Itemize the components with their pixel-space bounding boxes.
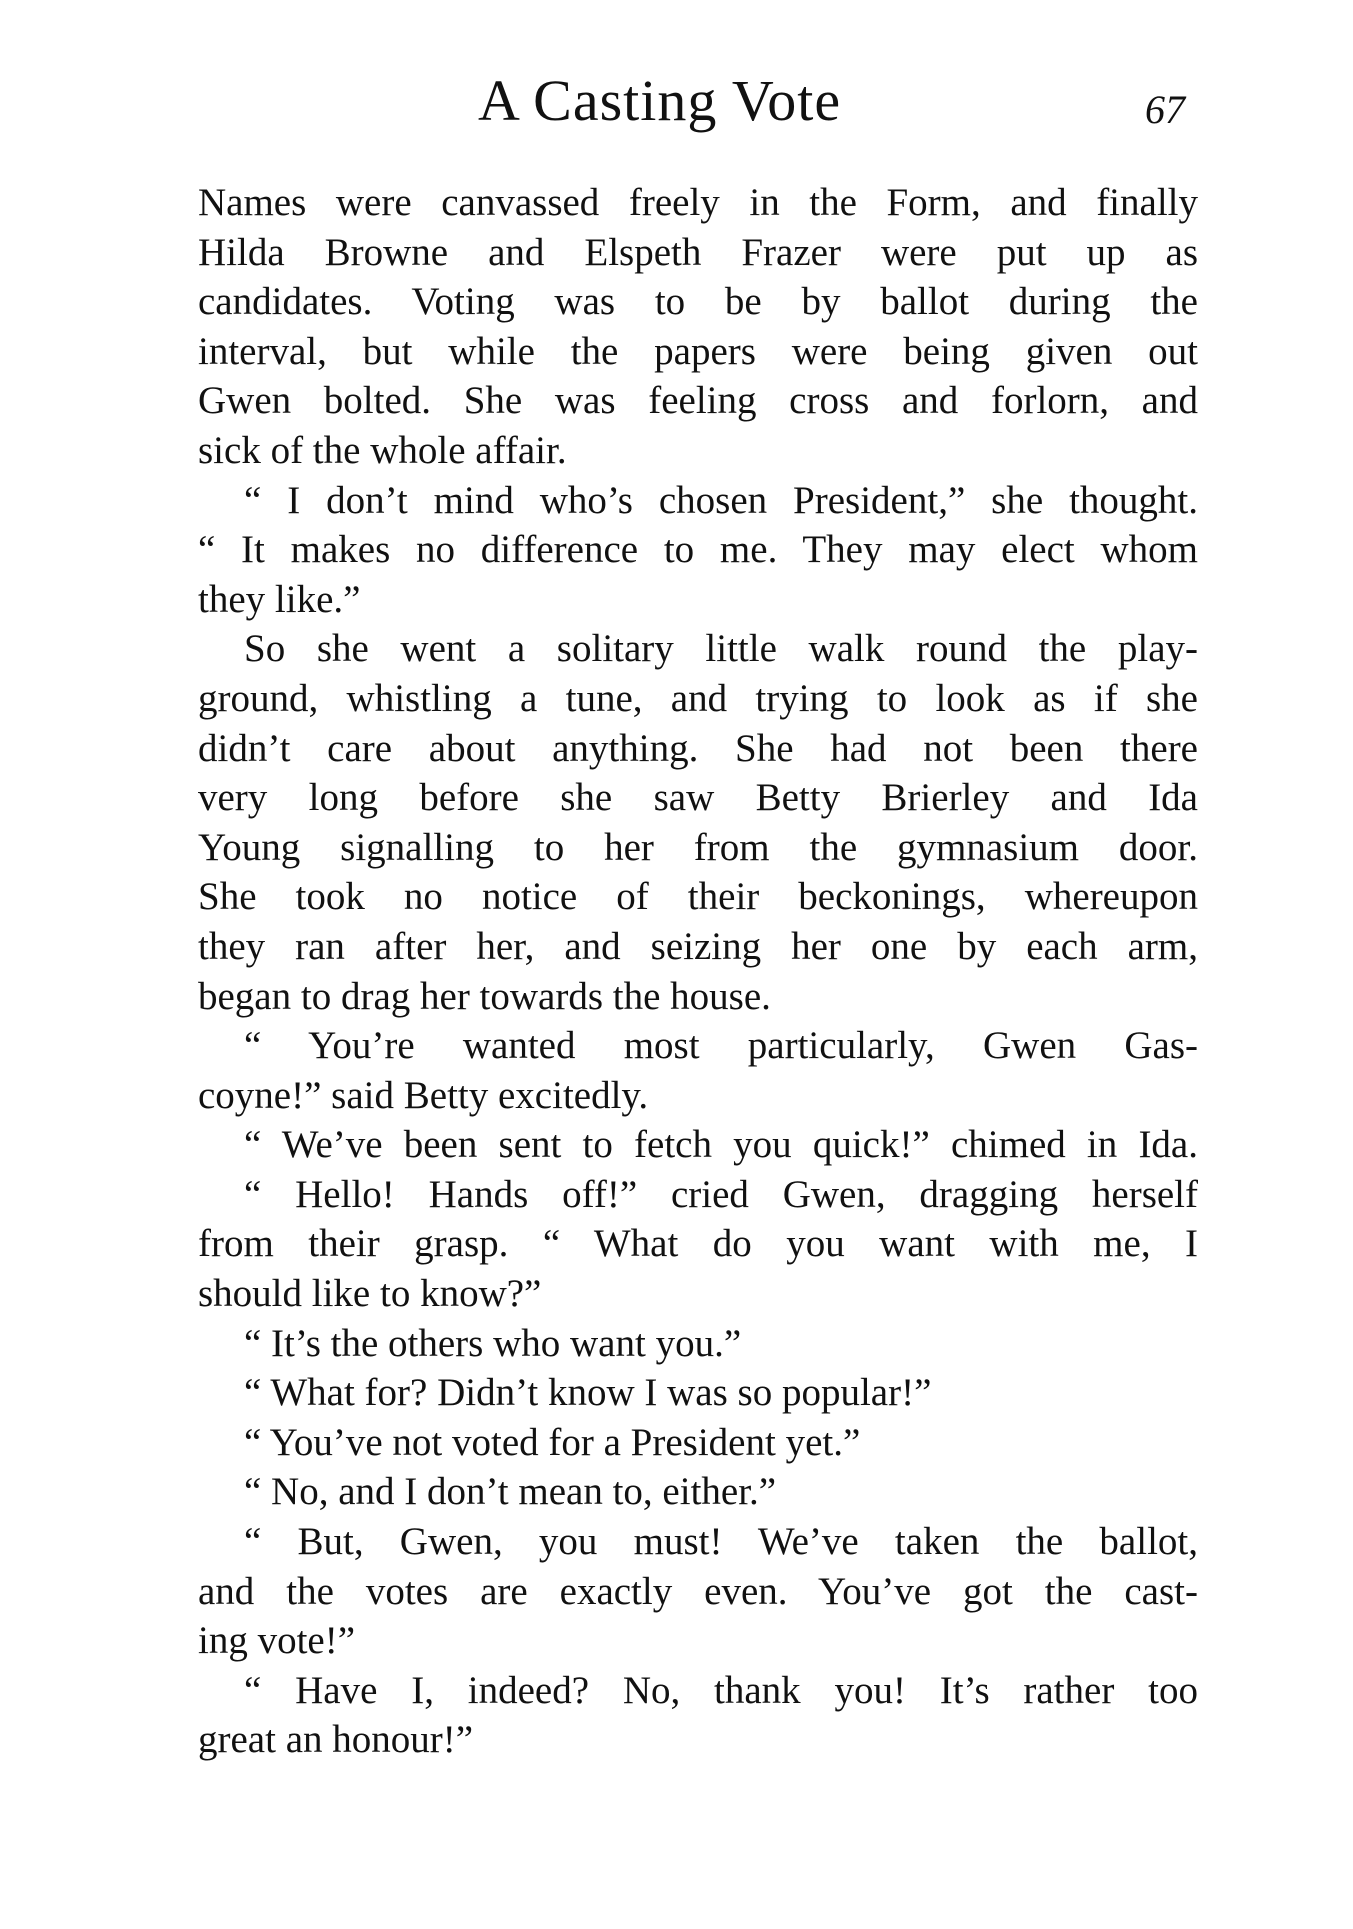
running-title: A Casting Vote — [478, 68, 842, 133]
text-line: “ You’re wanted most particularly, Gwen Gas- — [244, 1024, 1198, 1068]
text-line: didn’t care about anything. She had not been there — [198, 726, 1198, 770]
text-line: “ I don’t mind who’s chosen President,” she thought. — [244, 478, 1198, 522]
text-line: “ Hello! Hands off!” cried Gwen, dragging herself — [244, 1172, 1198, 1216]
text-line: “ No, and I don’t mean to, either.” — [244, 1470, 777, 1514]
body-text — [198, 178, 1198, 1765]
text-line: coyne!” said Betty excitedly. — [198, 1073, 649, 1117]
text-line: very long before she saw Betty Brierley and Ida — [198, 776, 1198, 820]
text-line: they ran after her, and seizing her one by each arm, — [198, 924, 1198, 968]
page-number: 67 — [1145, 87, 1185, 132]
text-line: and the votes are exactly even. You’ve got the cast- — [198, 1569, 1198, 1613]
text-line: “ You’ve not voted for a President yet.” — [244, 1420, 861, 1464]
text-line: “ We’ve been sent to fetch you quick!” chimed in Ida. — [244, 1123, 1198, 1167]
text-line: interval, but while the papers were being given out — [198, 329, 1198, 373]
text-line: ground, whistling a tune, and trying to look as if she — [198, 676, 1198, 720]
text-line: great an honour!” — [198, 1718, 474, 1762]
text-line: Young signalling to her from the gymnasium door. — [198, 825, 1198, 869]
text-line: from their grasp. “ What do you want with me, I — [198, 1222, 1198, 1266]
text-line: Gwen bolted. She was feeling cross and forlorn, and — [198, 379, 1198, 423]
text-line: “ It’s the others who want you.” — [244, 1321, 742, 1365]
text-line: they like.” — [198, 577, 361, 621]
text-line: should like to know?” — [198, 1272, 542, 1316]
text-line: She took no notice of their beckonings, whereupon — [198, 875, 1198, 919]
text-line: “ What for? Didn’t know I was so popular!” — [244, 1371, 932, 1415]
text-line: So she went a solitary little walk round the play- — [244, 627, 1198, 671]
text-line: Hilda Browne and Elspeth Frazer were put up as — [198, 230, 1198, 274]
text-line: “ Have I, indeed? No, thank you! It’s rather too — [244, 1668, 1198, 1712]
text-line: “ But, Gwen, you must! We’ve taken the ballot, — [244, 1520, 1198, 1564]
text-line: “ It makes no difference to me. They may elect whom — [198, 528, 1198, 572]
text-line: sick of the whole affair. — [198, 428, 567, 472]
text-line: ing vote!” — [198, 1619, 356, 1663]
text-line: began to drag her towards the house. — [198, 974, 771, 1018]
text-line: candidates. Voting was to be by ballot during the — [198, 280, 1198, 324]
text-line: Names were canvassed freely in the Form, and finally — [198, 181, 1198, 224]
